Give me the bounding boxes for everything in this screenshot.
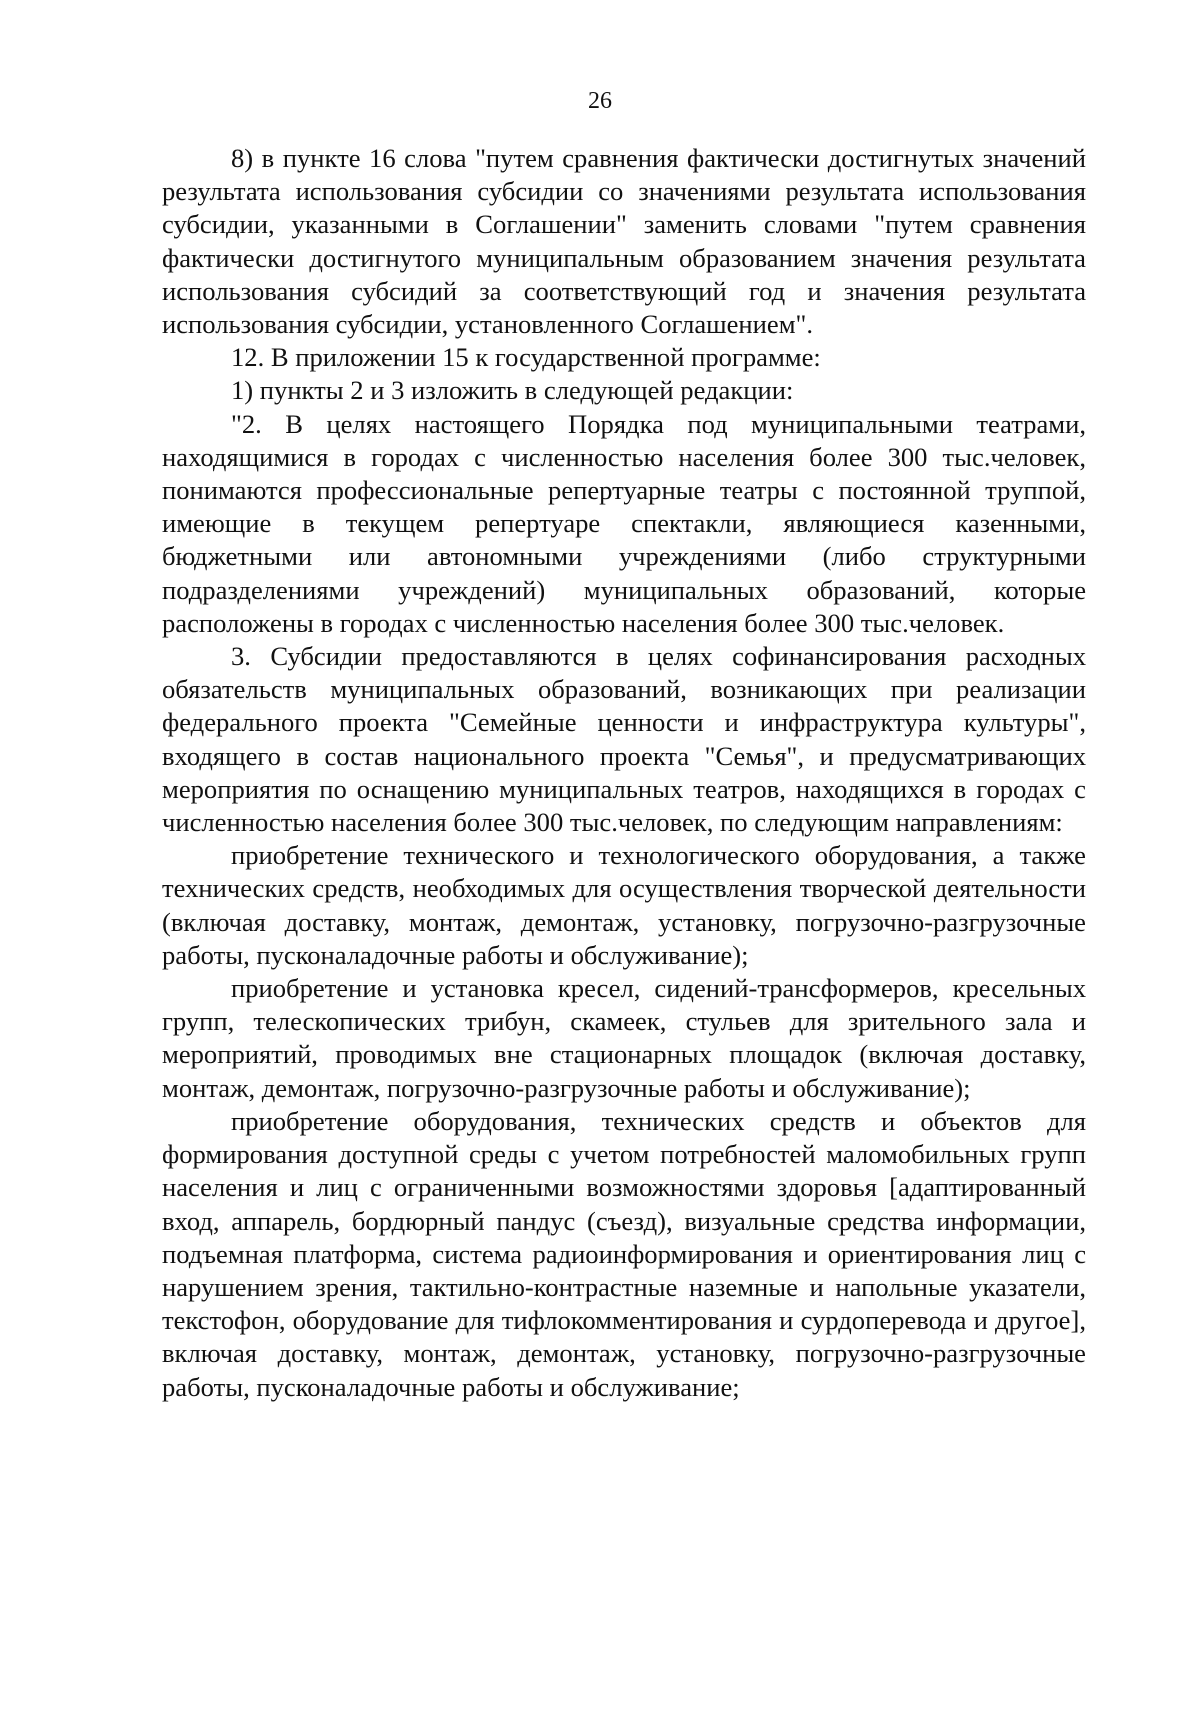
- paragraph-point-3: 3. Субсидии предоставляются в целях софинансирования расходных обязательств муниципальных образований, возникающих при реализации федерального проекта "Семейные ценности и инфраструктура культуры", входящего в состав национального проекта "Семья", и предусматривающих мероприятия по оснащению муниципальных театров, находящихся в городах с численностью населения более 300 тыс.человек, по следующим направлениям:: [162, 641, 1086, 838]
- paragraph-direction-equipment: приобретение технического и технологического оборудования, а также технических средств, необходимых для осуществления творческой деятельности (включая доставку, монтаж, демонтаж, установку, погрузочно-разгрузочные работы, пусконаладочные работы и обслуживание);: [162, 840, 1086, 970]
- paragraph-point-2: "2. В целях настоящего Порядка под муниципальными театрами, находящимися в городах с численностью населения более 300 тыс.человек, понимаются профессиональные репертуарные театры с постоянной труппой, имеющие в текущем репертуаре спектакли, являющиеся казенными, бюджетными или автономными учреждениями (либо структурными подразделениями учреждений) муниципальных образований, которые расположены в городах с численностью населения более 300 тыс.человек.: [162, 408, 1086, 638]
- document-body: [162, 142, 1086, 1404]
- paragraph-item-8: 8) в пункте 16 слова "путем сравнения фактически достигнутых значений результата использования субсидии со значениями результата использования субсидии, указанными в Соглашении" заменить словами "путем сравнения фактически достигнутого муниципальным образованием значения результата использования субсидий за соответствующий год и значения результата использования субсидии, установленного Соглашением".: [162, 143, 1086, 340]
- paragraph-direction-seating: приобретение и установка кресел, сидений-трансформеров, кресельных групп, телескопических трибун, скамеек, стульев для зрительного зала и мероприятий, проводимых вне стационарных площадок (включая доставку, монтаж, демонтаж, погрузочно-разгрузочные работы и обслуживание);: [162, 973, 1086, 1103]
- paragraph-section-12: 12. В приложении 15 к государственной программе:: [231, 342, 821, 373]
- page-number: 26: [588, 88, 612, 114]
- paragraph-direction-accessibility: приобретение оборудования, технических средств и объектов для формирования доступной среды с учетом потребностей маломобильных групп населения и лиц с ограниченными возможностями здоровья [адаптированный вход, аппарель, бордюрный пандус (съезд), визуальные средства информации, подъемная платформа, система радиоинформирования и ориентирования лиц с нарушением зрения, тактильно-контрастные наземные и напольные указатели, текстофон, оборудование для тифлокомментирования и сурдоперевода и другое], включая доставку, монтаж, демонтаж, установку, погрузочно-разгрузочные работы, пусконаладочные работы и обслуживание;: [162, 1105, 1086, 1402]
- paragraph-item-1: 1) пункты 2 и 3 изложить в следующей редакции:: [231, 375, 794, 406]
